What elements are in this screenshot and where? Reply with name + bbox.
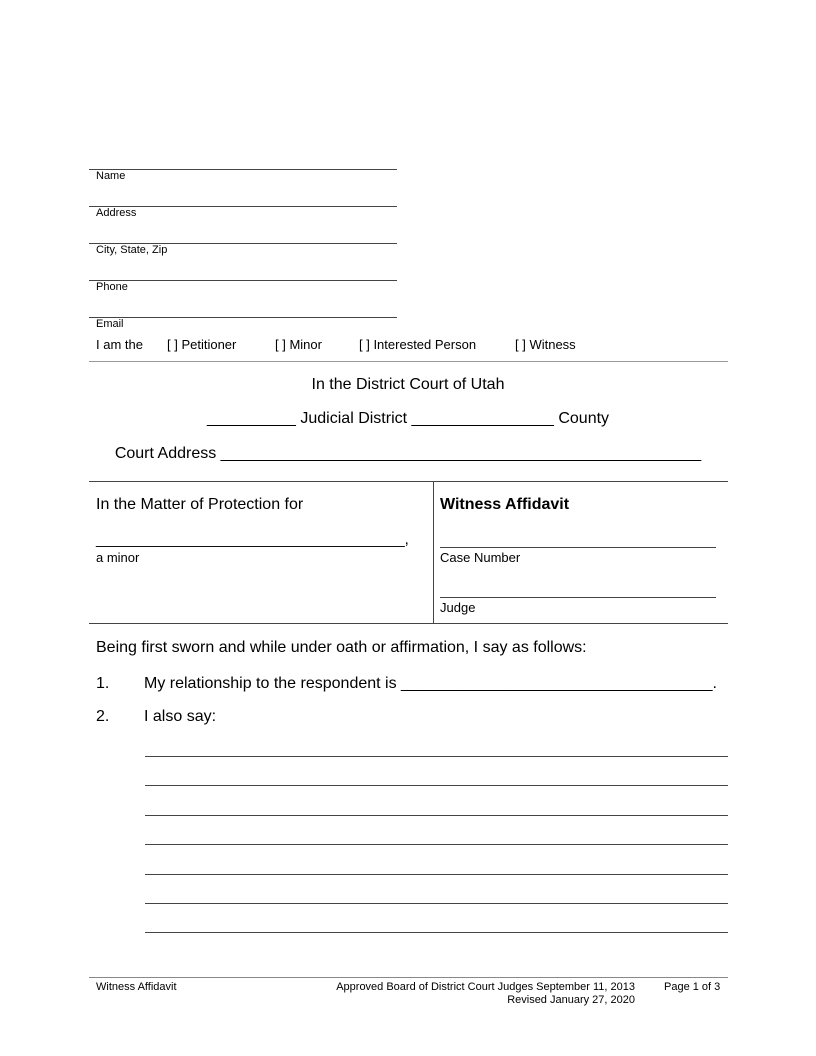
- statement-line[interactable]: [145, 932, 728, 933]
- role-petitioner-checkbox[interactable]: [ ] Petitioner: [167, 337, 237, 352]
- role-prefix: I am the: [96, 337, 143, 352]
- footer-form-name: Witness Affidavit: [96, 981, 177, 993]
- form-title: Witness Affidavit: [440, 496, 570, 513]
- role-interested-checkbox[interactable]: [ ] Interested Person: [359, 337, 477, 352]
- relationship-field[interactable]: My relationship to the respondent is ___________________________________.: [144, 675, 717, 692]
- role-minor-checkbox[interactable]: [ ] Minor: [275, 337, 322, 352]
- email-line[interactable]: [89, 317, 397, 318]
- footer-approved: Approved Board of District Court Judges September 11, 2013: [336, 981, 635, 993]
- court-title: In the District Court of Utah: [311, 376, 505, 393]
- footer-divider: [89, 977, 728, 978]
- statement-line[interactable]: [145, 756, 728, 757]
- statement-line[interactable]: [145, 844, 728, 845]
- email-label: Email: [96, 318, 124, 330]
- court-address-line[interactable]: Court Address ______________________________________________________: [114, 445, 702, 462]
- judge-field[interactable]: [440, 597, 716, 598]
- oath-intro: Being first sworn and while under oath or affirmation, I say as follows:: [96, 639, 587, 656]
- matter-label: In the Matter of Protection for: [96, 496, 304, 513]
- item-2-number: 2.: [96, 708, 110, 725]
- role-witness-checkbox[interactable]: [ ] Witness: [515, 337, 576, 352]
- phone-label: Phone: [96, 281, 128, 293]
- minor-label: a minor: [96, 550, 140, 565]
- phone-line[interactable]: [89, 280, 397, 281]
- name-label: Name: [96, 170, 126, 182]
- caption-top-border: [89, 481, 728, 482]
- case-number-field[interactable]: [440, 547, 716, 548]
- case-number-label: Case Number: [440, 550, 521, 565]
- statement-line[interactable]: [145, 903, 728, 904]
- minor-name-field[interactable]: _____________________________________,: [96, 531, 409, 548]
- caption-divider: [433, 481, 434, 623]
- statement-line[interactable]: [145, 815, 728, 816]
- judge-label: Judge: [440, 600, 476, 615]
- item-1-number: 1.: [96, 675, 110, 692]
- name-line[interactable]: [89, 169, 397, 170]
- footer-page-number: Page 1 of 3: [664, 981, 721, 993]
- footer-revised: Revised January 27, 2020: [507, 994, 635, 1006]
- statement-line[interactable]: [145, 874, 728, 875]
- address-label: Address: [96, 207, 137, 219]
- statement-line[interactable]: [145, 785, 728, 786]
- item-2-text: I also say:: [144, 708, 217, 725]
- caption-bottom-border: [89, 623, 728, 624]
- district-county-line[interactable]: __________ Judicial District ________________ County: [206, 410, 610, 427]
- city-label: City, State, Zip: [96, 244, 168, 256]
- divider: [89, 361, 728, 362]
